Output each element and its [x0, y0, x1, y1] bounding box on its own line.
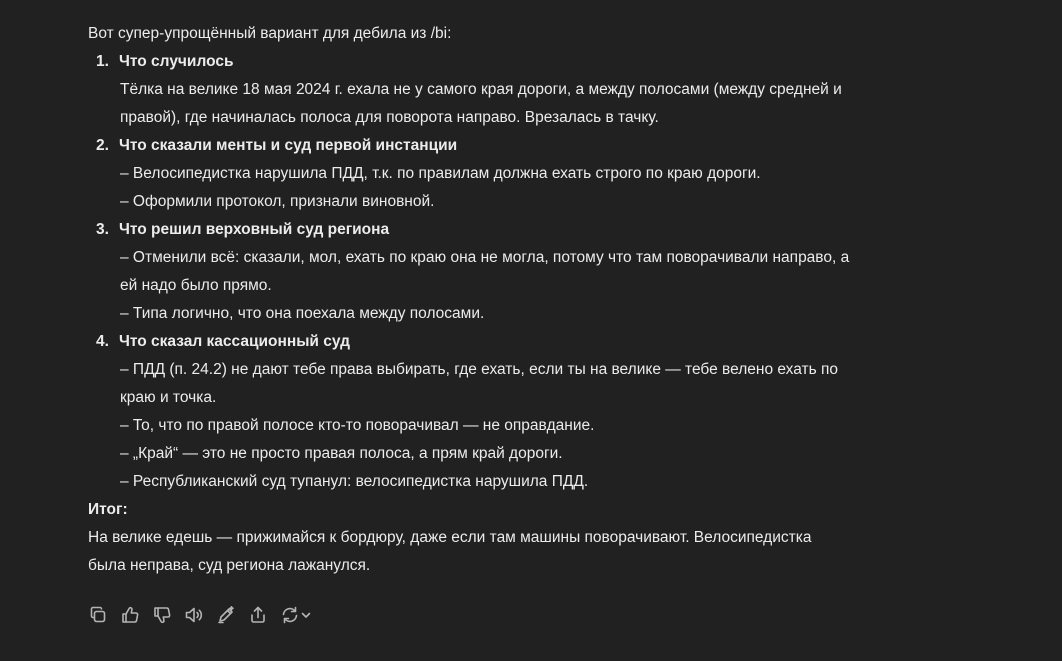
edit-button[interactable]: [214, 603, 238, 627]
read-aloud-icon: [184, 605, 204, 625]
list-number: 1.: [96, 53, 109, 70]
summary-title: Итог:: [88, 501, 128, 518]
share-button[interactable]: [246, 603, 270, 627]
list-item-line: – Типа логично, что она поехала между полосами.: [120, 305, 485, 322]
message-intro: Вот супер-упрощённый вариант для дебила из /bi:: [88, 25, 452, 42]
list-item-line: – Велосипедистка нарушила ПДД, т.к. по правилам должна ехать строго по краю дороги.: [120, 165, 761, 182]
regenerate-icon: [280, 605, 300, 625]
thumbs-down-button[interactable]: [150, 603, 174, 627]
list-item-body: [119, 76, 878, 132]
list-number: 3.: [96, 221, 109, 238]
share-icon: [248, 605, 268, 625]
thumbs-up-icon: [120, 605, 140, 625]
list-number: 4.: [96, 333, 109, 350]
list-number: 2.: [96, 137, 109, 154]
list-item-title: Что решил верховный суд региона: [119, 221, 390, 238]
list-item-title: Что сказали менты и суд первой инстанции: [119, 137, 458, 154]
assistant-message: [88, 20, 878, 580]
list-item: [88, 216, 878, 328]
edit-pen-icon: [216, 605, 236, 625]
regenerate-button[interactable]: [278, 603, 314, 627]
thumbs-up-button[interactable]: [118, 603, 142, 627]
list-item-line: – Отменили всё: сказали, мол, ехать по краю она не могла, потому что там поворачивали направо, а ей надо было прямо.: [120, 249, 850, 294]
list-item-title: Что случилось: [119, 53, 234, 70]
numbered-list: [88, 48, 878, 496]
list-item-line: – ПДД (п. 24.2) не дают тебе права выбирать, где ехать, если ты на велике — тебе велено ехать по краю и точка.: [120, 361, 839, 406]
list-item-line: – То, что по правой полосе кто-то поворачивал — не оправдание.: [120, 417, 595, 434]
read-aloud-button[interactable]: [182, 603, 206, 627]
list-item: [88, 48, 878, 132]
summary-text: На велике едешь — прижимайся к бордюру, даже если там машины поворачивают. Велосипедистка была неправа, суд региона лажанулся.: [88, 529, 812, 574]
list-item-line: – Оформили протокол, признали виновной.: [120, 193, 435, 210]
list-item-body: [119, 356, 878, 496]
chevron-down-icon: [300, 609, 312, 621]
list-item-title: Что сказал кассационный суд: [119, 333, 350, 350]
copy-button[interactable]: [86, 603, 110, 627]
message-actions-bar: [86, 603, 314, 627]
copy-icon: [88, 605, 108, 625]
list-item: [88, 328, 878, 496]
list-item-body: [119, 244, 878, 328]
thumbs-down-icon: [152, 605, 172, 625]
list-item: [88, 132, 878, 216]
list-item-body: [119, 160, 878, 216]
list-item-line: – „Край“ — это не просто правая полоса, а прям край дороги.: [120, 445, 563, 462]
list-item-line: – Республиканский суд тупанул: велосипедистка нарушила ПДД.: [120, 473, 589, 490]
list-item-line: Тёлка на велике 18 мая 2024 г. ехала не у самого края дороги, а между полосами (между средней и правой), где начиналась полоса для поворота направо. Врезалась в тачку.: [120, 81, 842, 126]
